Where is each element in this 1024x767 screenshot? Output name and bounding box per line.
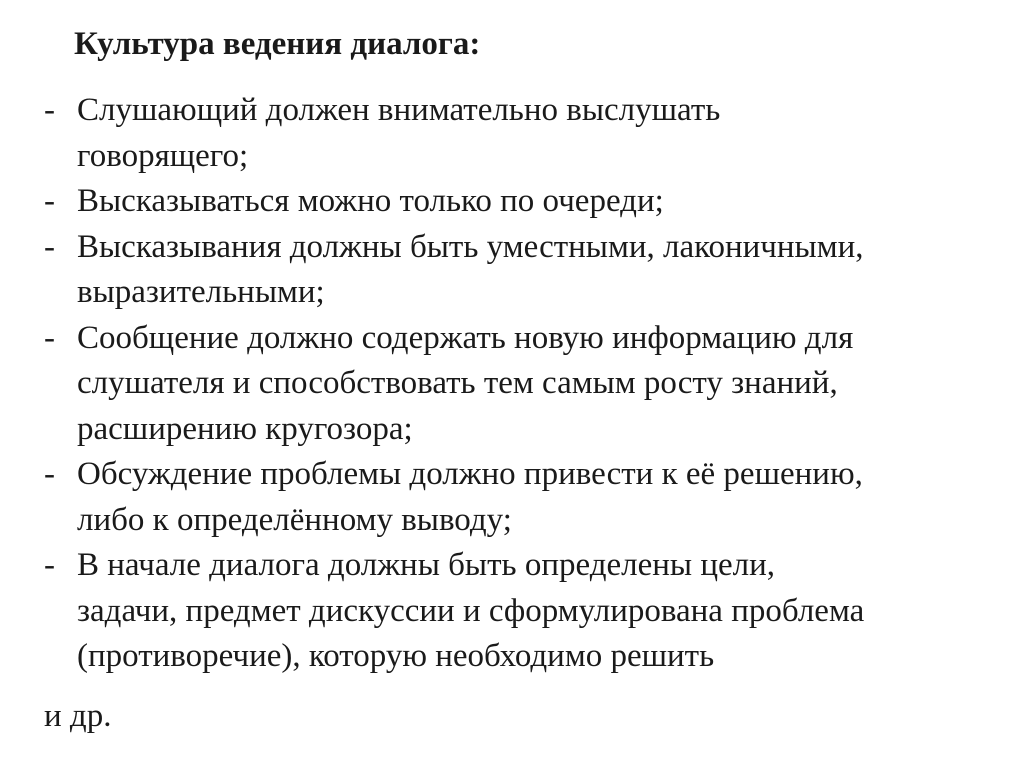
item-line: Сообщение должно содержать новую информацию для	[77, 319, 854, 356]
bullet-dash: -	[44, 92, 55, 128]
list-item	[44, 179, 1004, 225]
rules-list	[44, 88, 1004, 680]
item-line: Обсуждение проблемы должно привести к её решению,	[77, 456, 863, 492]
list-item	[44, 452, 1004, 543]
item-line: говорящего;	[77, 137, 249, 174]
bullet-dash: -	[44, 319, 55, 356]
list-item	[44, 543, 1004, 680]
item-line: Высказываться можно только по очереди;	[77, 183, 664, 219]
bullet-dash: -	[44, 456, 55, 492]
closing-text: и др.	[44, 698, 112, 734]
item-line: (противоречие), которую необходимо решить	[77, 638, 715, 674]
item-line: задачи, предмет дискуссии и сформулирована проблема	[77, 592, 865, 629]
bullet-dash: -	[44, 547, 55, 583]
item-line: слушателя и способствовать тем самым росту знаний,	[77, 365, 838, 401]
slide-title: Культура ведения диалога:	[74, 26, 481, 62]
bullet-dash: -	[44, 228, 55, 265]
list-item	[44, 316, 1004, 453]
item-line: Высказывания должны быть уместными, лаконичными,	[77, 228, 864, 265]
list-item	[44, 225, 1004, 316]
item-line: В начале диалога должны быть определены цели,	[77, 547, 776, 583]
item-line: выразительными;	[77, 274, 325, 310]
item-line: либо к определённому выводу;	[77, 501, 512, 538]
item-line: Слушающий должен внимательно выслушать	[77, 92, 721, 128]
list-item	[44, 88, 1004, 179]
bullet-dash: -	[44, 183, 55, 219]
item-line: расширению кругозора;	[77, 410, 413, 447]
